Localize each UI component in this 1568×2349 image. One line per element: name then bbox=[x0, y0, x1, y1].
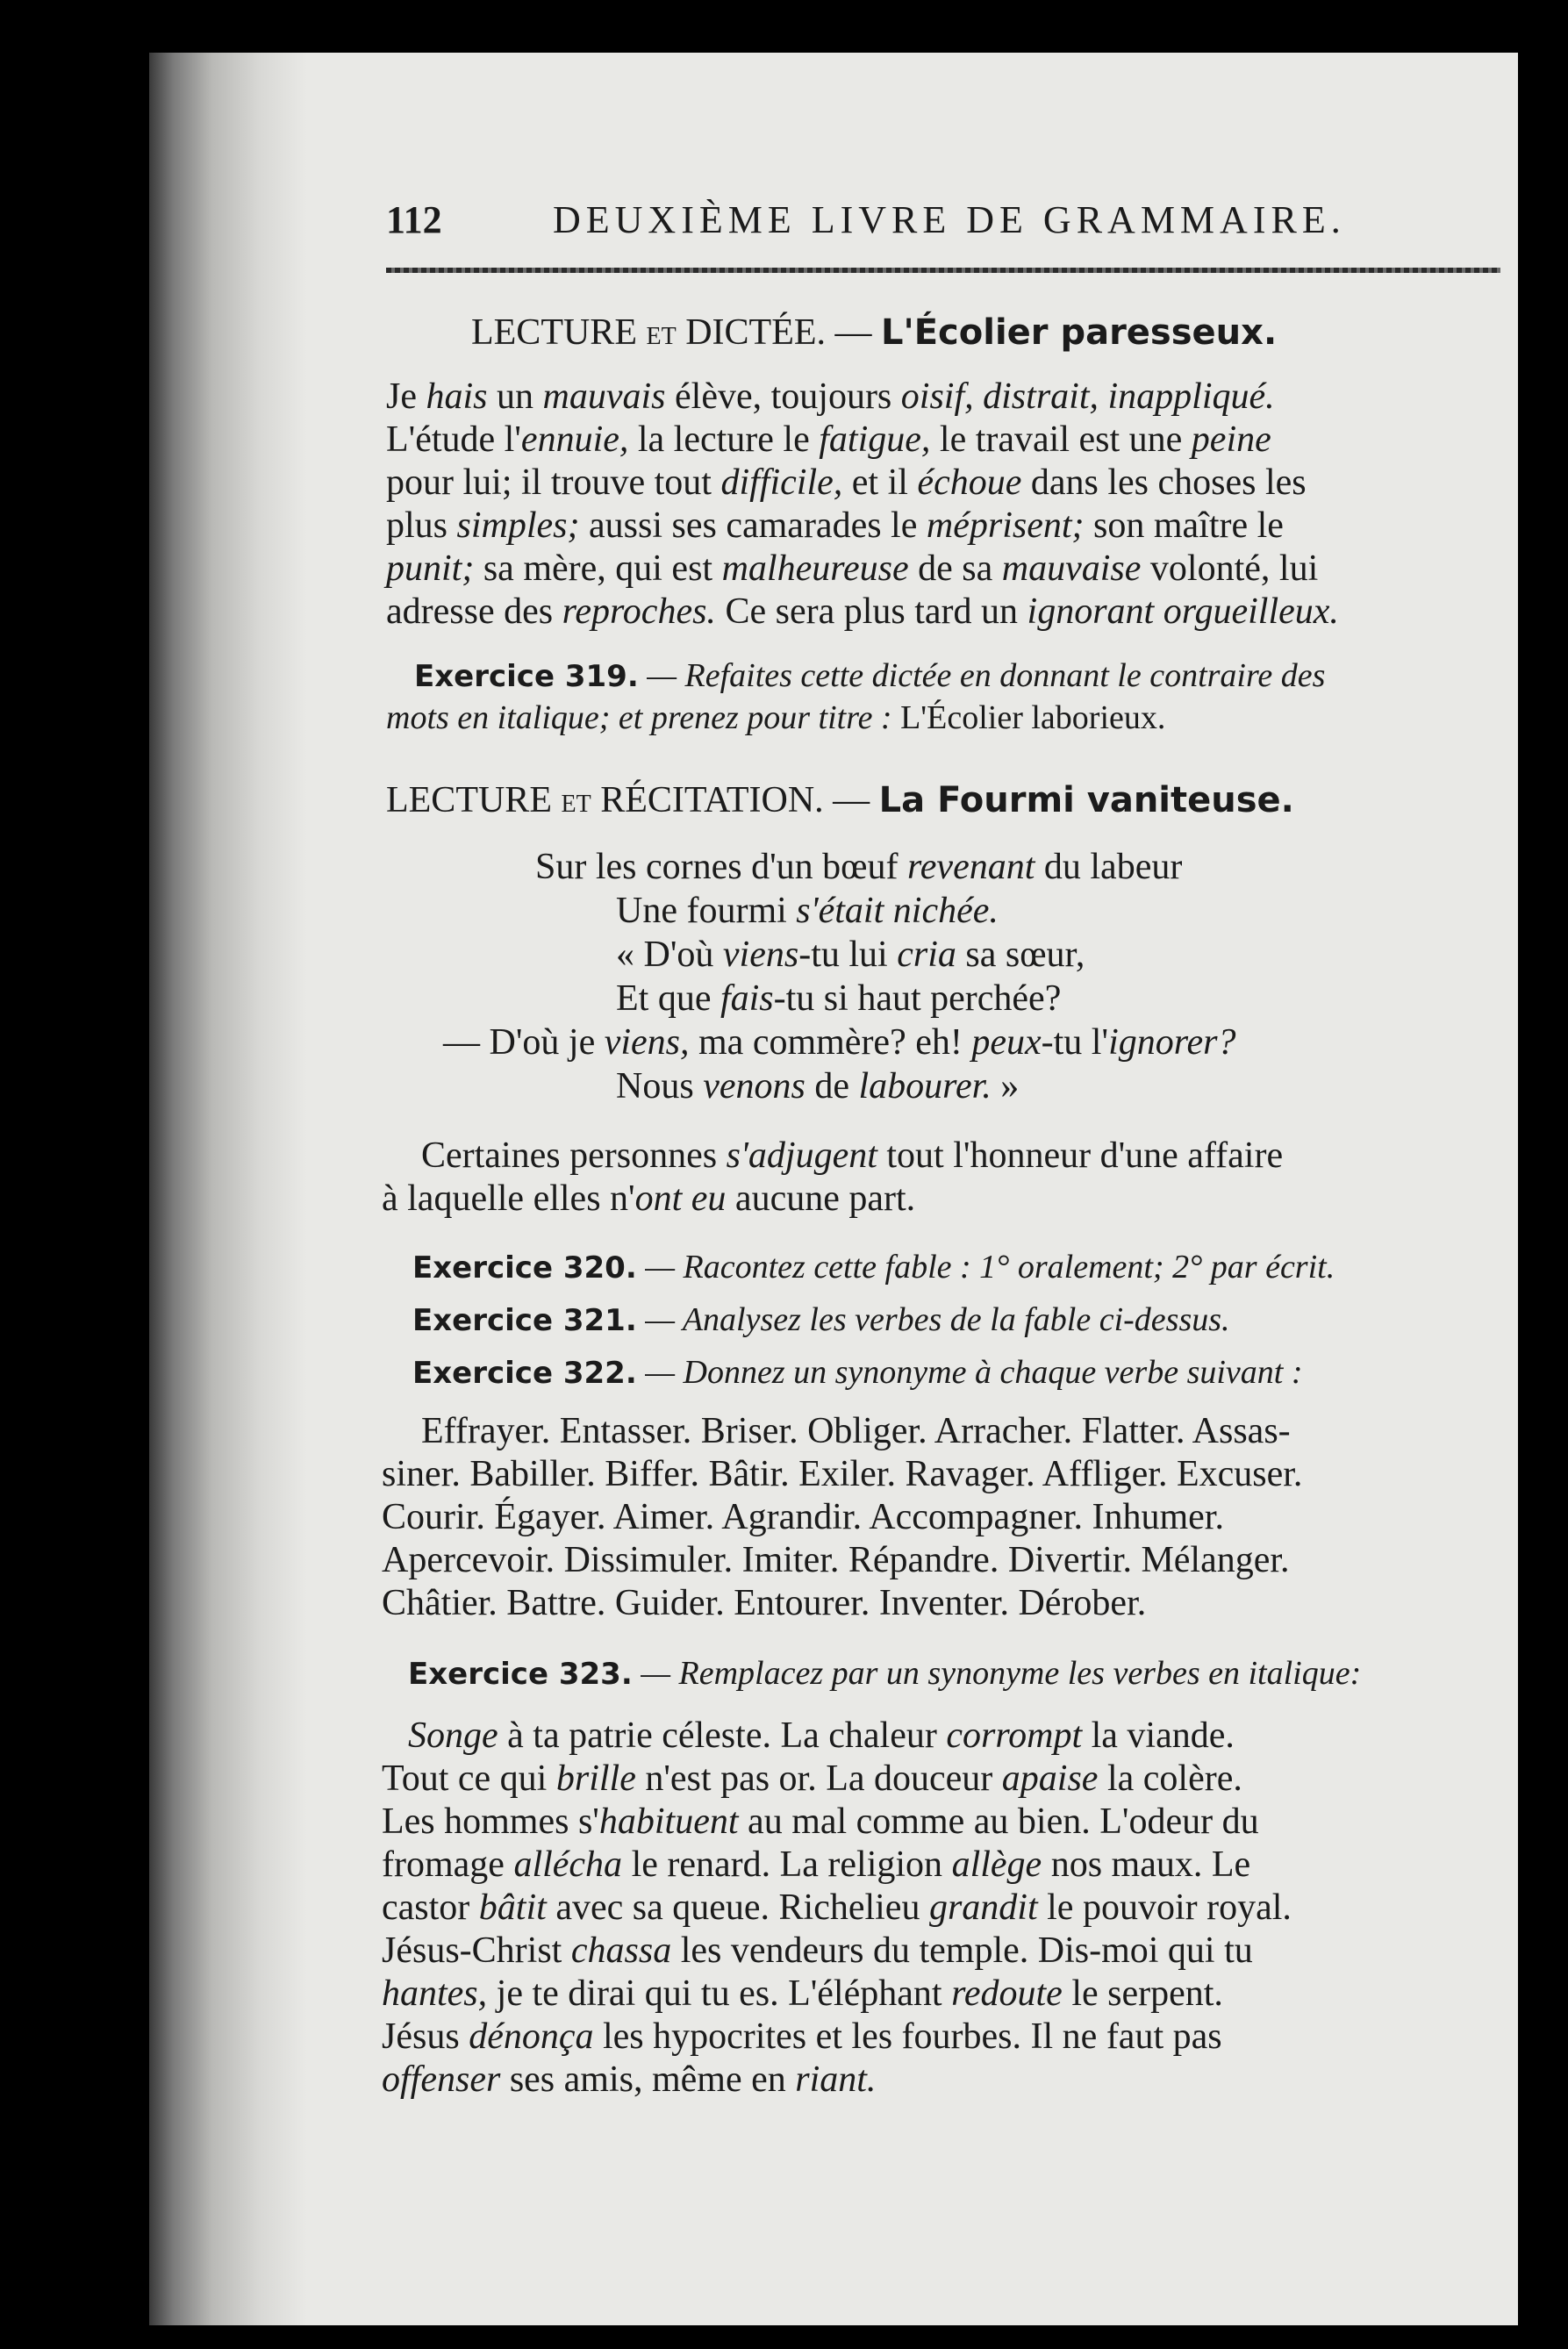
dictee-line-5: punit; sa mère, qui est malheureuse de sa mauvaise volonté, lui bbox=[386, 548, 1319, 589]
page-shadow-edge bbox=[149, 53, 307, 2325]
exercise-321-label: Exercice 321. bbox=[412, 1303, 637, 1338]
poem-line-1: Sur les cornes d'un bœuf revenant du labeur bbox=[535, 847, 1183, 887]
exercise-323: Exercice 323. — Remplacez par un synonyme les verbes en italique: bbox=[408, 1655, 1362, 1692]
poem-line-6: Nous venons de labourer. » bbox=[616, 1066, 1020, 1106]
running-title: DEUXIÈME LIVRE DE GRAMMAIRE. bbox=[553, 198, 1346, 241]
section-heading-dictee: LECTURE ET DICTÉE. — L'Écolier paresseux. bbox=[471, 312, 1278, 353]
synonym-line-9: offenser ses amis, même en riant. bbox=[382, 2059, 877, 2100]
exercise-320-label: Exercice 320. bbox=[412, 1250, 637, 1286]
exercise-322: Exercice 322. — Donnez un synonyme à chaque verbe suivant : bbox=[412, 1354, 1303, 1391]
dictee-line-1: Je hais un mauvais élève, toujours oisif, distrait, inappliqué. bbox=[386, 376, 1275, 417]
poem-line-4: Et que fais-tu si haut perchée? bbox=[616, 978, 1062, 1019]
synonym-line-8: Jésus dénonça les hypocrites et les fourbes. Il ne faut pas bbox=[382, 2016, 1222, 2057]
poem-line-5: — D'où je viens, ma commère? eh! peux-tu l'ignorer? bbox=[443, 1022, 1236, 1063]
header-rule bbox=[386, 268, 1500, 273]
exercise-319-cont: mots en italique; et prenez pour titre : L'Écolier laborieux. bbox=[386, 699, 1166, 736]
synonym-line-2: Tout ce qui brille n'est pas or. La douceur apaise la colère. bbox=[382, 1758, 1242, 1799]
verb-list-line: Effrayer. Entasser. Briser. Obliger. Arracher. Flatter. Assas- bbox=[421, 1411, 1291, 1451]
exercise-319: Exercice 319. — Refaites cette dictée en donnant le contraire des bbox=[414, 657, 1326, 694]
section-heading-recitation: LECTURE ET RÉCITATION. — La Fourmi vaniteuse. bbox=[386, 780, 1294, 820]
moral-line-2: à laquelle elles n'ont eu aucune part. bbox=[382, 1178, 916, 1219]
exercise-320: Exercice 320. — Racontez cette fable : 1° oralement; 2° par écrit. bbox=[412, 1249, 1335, 1286]
verb-list bbox=[382, 1410, 1496, 1625]
synonym-paragraph bbox=[382, 1715, 1496, 2102]
dictee-line-6: adresse des reproches. Ce sera plus tard un ignorant orgueilleux. bbox=[386, 591, 1339, 632]
dictee-line-4: plus simples; aussi ses camarades le méprisent; son maître le bbox=[386, 505, 1284, 546]
dictee-line-3: pour lui; il trouve tout difficile, et il échoue dans les choses les bbox=[386, 462, 1307, 503]
synonym-line-5: castor bâtit avec sa queue. Richelieu grandit le pouvoir royal. bbox=[382, 1887, 1292, 1928]
page-number: 112 bbox=[386, 198, 442, 241]
verb-list-line: siner. Babiller. Biffer. Bâtir. Exiler. Ravager. Affliger. Excuser. bbox=[382, 1454, 1303, 1494]
synonym-line-1: Songe à ta patrie céleste. La chaleur corrompt la viande. bbox=[408, 1715, 1235, 1756]
exercise-322-label: Exercice 322. bbox=[412, 1356, 637, 1391]
poem-line-3: « D'où viens-tu lui cria sa sœur, bbox=[616, 935, 1085, 975]
verb-list-line: Châtier. Battre. Guider. Entourer. Inventer. Dérober. bbox=[382, 1583, 1147, 1623]
exercise-321: Exercice 321. — Analysez les verbes de la fable ci-dessus. bbox=[412, 1301, 1230, 1338]
dictee-paragraph bbox=[386, 376, 1500, 634]
verb-list-line: Apercevoir. Dissimuler. Imiter. Répandre. Divertir. Mélanger. bbox=[382, 1540, 1290, 1580]
verb-list-line: Courir. Égayer. Aimer. Agrandir. Accompagner. Inhumer. bbox=[382, 1497, 1224, 1537]
exercise-323-label: Exercice 323. bbox=[408, 1657, 633, 1692]
poem-line-2: Une fourmi s'était nichée. bbox=[616, 891, 999, 931]
exercise-319-label: Exercice 319. bbox=[414, 659, 639, 694]
synonym-line-3: Les hommes s'habituent au mal comme au bien. L'odeur du bbox=[382, 1801, 1259, 1842]
dictee-line-2: L'étude l'ennuie, la lecture le fatigue, le travail est une peine bbox=[386, 419, 1271, 460]
synonym-line-4: fromage allécha le renard. La religion allège nos maux. Le bbox=[382, 1844, 1251, 1885]
moral-paragraph bbox=[382, 1135, 1496, 1221]
moral-line-1: Certaines personnes s'adjugent tout l'honneur d'une affaire bbox=[421, 1135, 1284, 1176]
synonym-line-6: Jésus-Christ chassa les vendeurs du temple. Dis-moi qui tu bbox=[382, 1930, 1253, 1971]
synonym-line-7: hantes, je te dirai qui tu es. L'éléphant redoute le serpent. bbox=[382, 1973, 1223, 2014]
